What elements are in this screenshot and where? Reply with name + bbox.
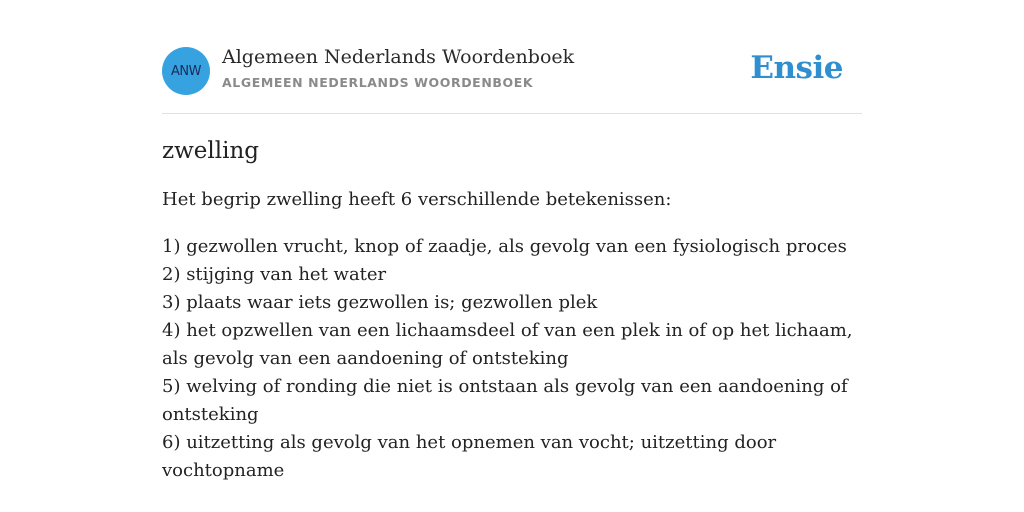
- meanings-list: [162, 233, 862, 485]
- ensie-brand-logo[interactable]: Ensie: [750, 50, 843, 86]
- source-title[interactable]: Algemeen Nederlands Woordenboek: [222, 46, 575, 68]
- source-header: [162, 0, 862, 114]
- meaning-item: 1) gezwollen vrucht, knop of zaadje, als gevolg van een fysiologisch proces: [162, 236, 847, 257]
- definition-intro: Het begrip zwelling heeft 6 verschillende betekenissen:: [162, 189, 672, 210]
- meaning-item: 5) welving of ronding die niet is ontstaan als gevolg van een aandoening of ontsteking: [162, 376, 848, 425]
- source-subtitle: ALGEMEEN NEDERLANDS WOORDENBOEK: [222, 75, 534, 90]
- meaning-item: 6) uitzetting als gevolg van het opnemen van vocht; uitzetting door vochtopname: [162, 432, 777, 481]
- anw-logo[interactable]: ANW: [162, 47, 210, 95]
- meaning-item: 4) het opzwellen van een lichaamsdeel of van een plek in of op het lichaam, als gevolg van een aandoening of ontsteking: [162, 320, 853, 369]
- meaning-item: 2) stijging van het water: [162, 264, 387, 285]
- entry-card: [162, 0, 862, 485]
- meaning-item: 3) plaats waar iets gezwollen is; gezwollen plek: [162, 292, 598, 313]
- headword: zwelling: [162, 138, 260, 164]
